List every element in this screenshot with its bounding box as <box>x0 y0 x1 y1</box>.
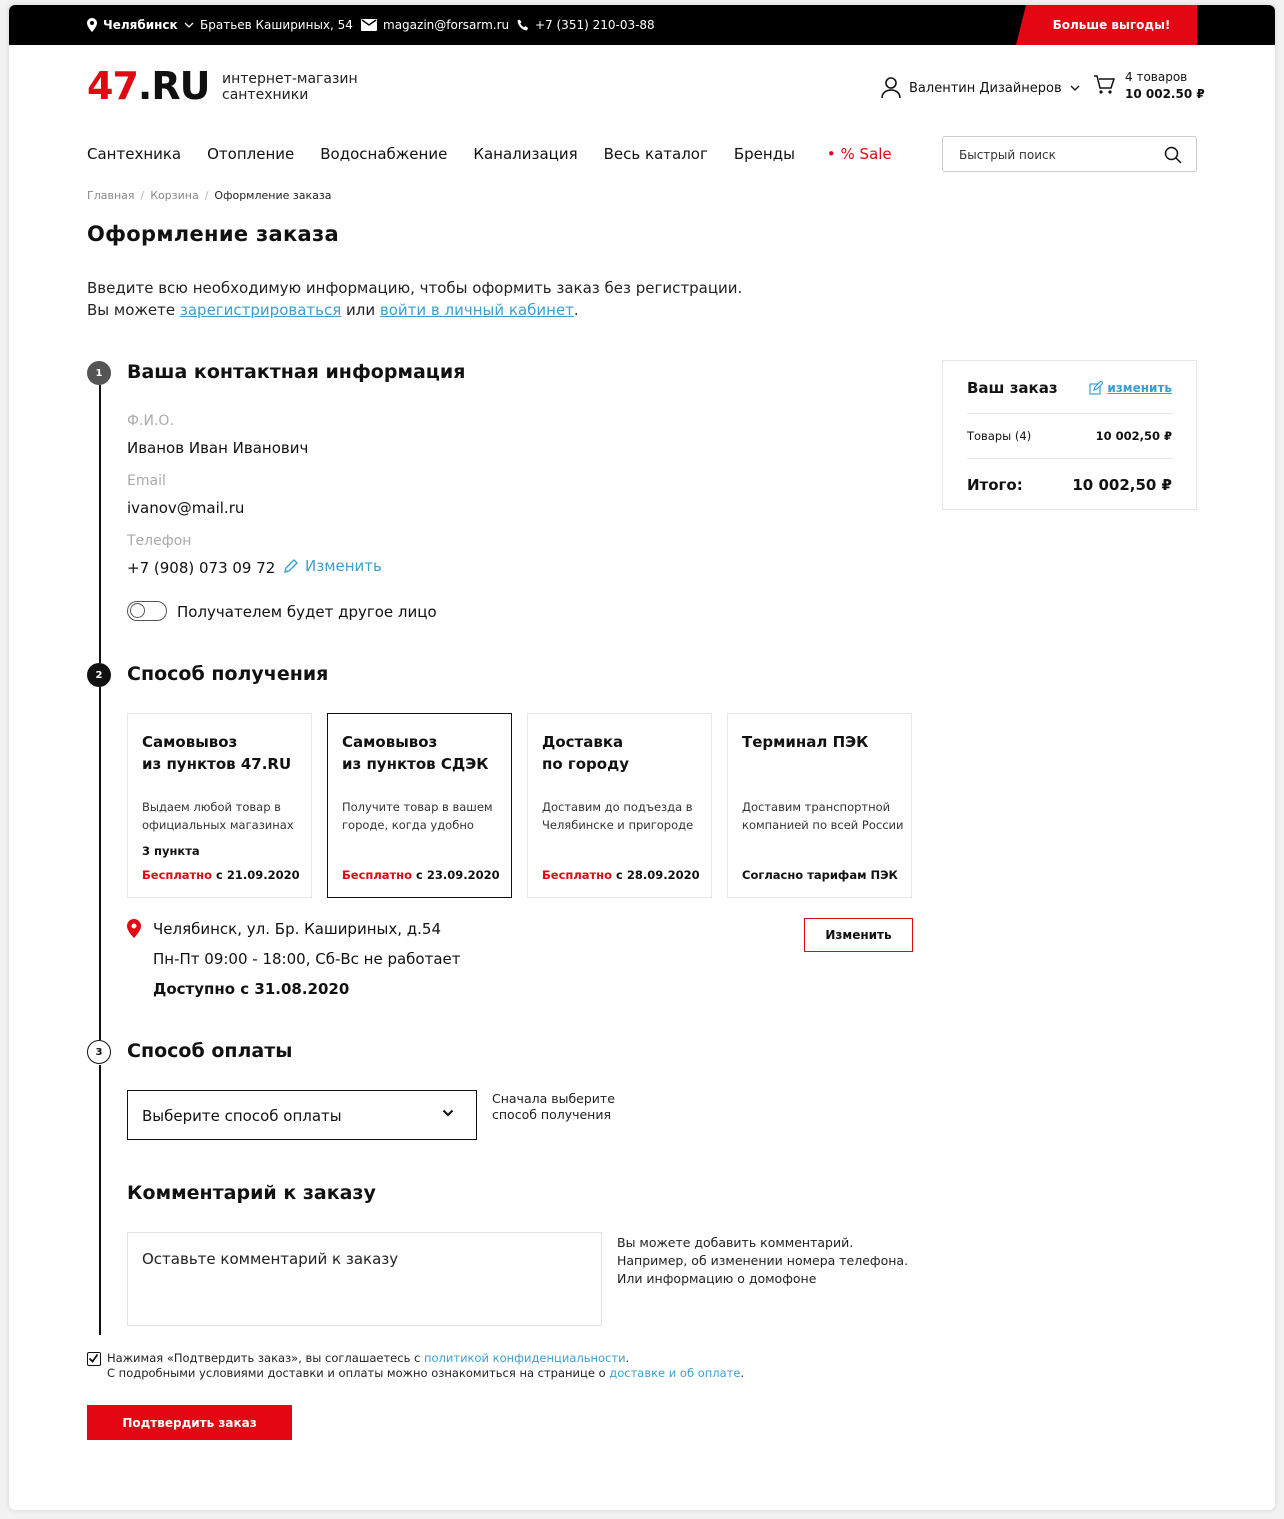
tagline <box>222 71 358 103</box>
promo-button[interactable] <box>1026 5 1197 45</box>
option-title <box>742 731 868 753</box>
option-description: Получите товар в вашем городе, когда удобно <box>342 800 493 832</box>
nav-item-plumbing[interactable]: Сантехника <box>87 145 182 163</box>
option-price <box>742 868 898 882</box>
summary-items-label: Товары (4) <box>967 429 1032 443</box>
other-recipient-toggle[interactable] <box>127 601 167 621</box>
cart-total: 10 002.50 ₽ <box>1125 87 1205 101</box>
tagline-line-2: сантехники <box>222 87 309 103</box>
top-bar <box>9 5 1275 45</box>
privacy-policy-link[interactable]: политикой конфиденциальности <box>424 1351 626 1365</box>
breadcrumb-current: Оформление заказа <box>214 189 332 202</box>
breadcrumb-cart[interactable]: Корзина <box>150 189 199 202</box>
option-description: Доставим до подъезда в Челябинске и пригороде <box>542 800 694 832</box>
delivery-option-47ru-pickup[interactable] <box>127 713 312 898</box>
delivery-option-cdek-pickup[interactable] <box>327 713 512 898</box>
cart-icon <box>1093 75 1115 95</box>
option-note: 3 пункта <box>142 844 200 858</box>
option-title-line-1: Терминал ПЭК <box>742 733 869 751</box>
delivery-payment-link[interactable]: доставке и об оплате <box>609 1366 741 1380</box>
page-title: Оформление заказа <box>87 222 339 246</box>
intro-line-2 <box>87 299 742 321</box>
promo-label: Больше выгоды! <box>1052 18 1171 32</box>
breadcrumb-separator: / <box>140 189 145 202</box>
page <box>9 5 1275 1510</box>
option-date: с 28.09.2020 <box>616 868 700 882</box>
agreement-line-1 <box>107 1351 744 1366</box>
chevron-down-icon <box>184 22 194 28</box>
breadcrumb-separator: / <box>204 189 209 202</box>
agreement-line-1-suffix: . <box>625 1351 630 1365</box>
location-pin-icon <box>87 18 97 32</box>
payment-method-value: Выберите способ оплаты <box>142 1107 342 1125</box>
chevron-down-icon <box>1070 85 1080 91</box>
summary-edit-label: изменить <box>1107 381 1172 395</box>
name-label: Ф.И.О. <box>127 413 174 429</box>
step-1-number: 1 <box>87 361 111 385</box>
summary-total-label: Итого: <box>967 476 1023 494</box>
payment-method-select[interactable] <box>127 1090 477 1140</box>
pickup-hours: Пн-Пт 09:00 - 18:00, Сб-Вс не работает <box>153 950 461 968</box>
confirm-order-button[interactable] <box>87 1405 292 1440</box>
option-date: с 21.09.2020 <box>216 868 300 882</box>
change-pickup-button[interactable] <box>804 918 913 952</box>
other-recipient-label: Получателем будет другое лицо <box>177 603 437 621</box>
email-label: Email <box>127 473 166 489</box>
pencil-icon <box>283 558 299 574</box>
option-title-line-1: Самовывоз <box>142 733 238 751</box>
agreement-line-2-prefix: С подробными условиями доставки и оплаты можно ознакомиться на странице о <box>107 1366 610 1380</box>
chevron-down-icon <box>442 1109 454 1117</box>
mail-icon <box>361 19 377 31</box>
user-icon <box>881 77 901 99</box>
comment-hint-line-1: Вы можете добавить комментарий. <box>617 1235 854 1250</box>
phone-value: +7 (908) 073 09 72 <box>127 559 276 577</box>
email-text: magazin@forsarm.ru <box>383 18 510 32</box>
breadcrumb <box>87 189 331 202</box>
step-3-number: 3 <box>87 1040 111 1064</box>
option-title-line-2: из пунктов 47.RU <box>142 755 292 773</box>
option-free-label: Бесплатно <box>342 868 413 882</box>
option-description: Доставим транспортной компанией по всей России <box>742 800 904 832</box>
main-nav <box>87 145 918 163</box>
pickup-availability: Доступно с 31.08.2020 <box>153 980 350 998</box>
nav-item-catalog[interactable]: Весь каталог <box>603 145 708 163</box>
option-description: Выдаем любой товар в официальных магазинах <box>142 800 294 832</box>
user-name: Валентин Дизайнеров <box>909 80 1062 96</box>
option-title-line-1: Доставка <box>542 733 624 751</box>
phone-link[interactable] <box>517 18 655 32</box>
comment-hint-line-2: Например, об изменении номера телефона. <box>617 1253 909 1268</box>
search-placeholder: Быстрый поиск <box>959 148 1056 162</box>
option-free-label: Бесплатно <box>142 868 213 882</box>
nav-item-brands[interactable]: Бренды <box>733 145 795 163</box>
option-title <box>142 731 291 775</box>
comment-hint <box>617 1234 908 1288</box>
step-2-title: Способ получения <box>127 663 329 685</box>
intro-middle: или <box>341 301 380 319</box>
step-connector <box>99 1065 101 1335</box>
option-date: Согласно тарифам ПЭК <box>742 868 898 882</box>
cart-count: 4 товаров <box>1125 70 1188 84</box>
comment-hint-line-3: Или информацию о домофоне <box>617 1271 817 1286</box>
register-link[interactable]: зарегистрироваться <box>179 301 342 319</box>
pickup-address: Челябинск, ул. Бр. Кашириных, д.54 <box>153 920 441 938</box>
breadcrumb-home[interactable]: Главная <box>87 189 135 202</box>
option-title-line-1: Самовывоз <box>342 733 438 751</box>
divider <box>967 458 1173 459</box>
phone-text: +7 (351) 210-03-88 <box>535 18 655 32</box>
search-input[interactable] <box>942 136 1197 172</box>
phone-icon <box>517 19 529 31</box>
summary-total-value: 10 002,50 ₽ <box>1072 476 1172 494</box>
city-name: Челябинск <box>103 18 178 32</box>
agreement-line-1-prefix: Нажимая «Подтвердить заказ», вы соглашаетесь с <box>107 1351 424 1365</box>
map-pin-icon <box>127 919 141 938</box>
store-address <box>200 18 353 32</box>
divider <box>967 413 1173 414</box>
agreement-line-2-suffix: . <box>740 1366 745 1380</box>
step-connector <box>99 687 101 1040</box>
option-title <box>342 731 488 775</box>
option-title <box>542 731 629 775</box>
name-value: Иванов Иван Иванович <box>127 439 309 457</box>
agreement-line-2 <box>107 1366 744 1381</box>
summary-title: Ваш заказ <box>967 379 1058 397</box>
summary-edit-link[interactable] <box>1089 381 1172 395</box>
logo-domain: .RU <box>137 64 210 108</box>
payment-hint <box>492 1091 615 1123</box>
payment-hint-line-1: Сначала выберите <box>492 1091 615 1106</box>
comment-title: Комментарий к заказу <box>127 1182 376 1204</box>
delivery-option-pek-terminal[interactable] <box>727 713 912 898</box>
logo-number: 47 <box>87 64 138 108</box>
step-1-title: Ваша контактная информация <box>127 361 466 383</box>
option-free-label: Бесплатно <box>542 868 613 882</box>
intro-suffix: . <box>573 301 579 319</box>
nav-item-heating[interactable]: Отопление <box>207 145 295 163</box>
option-price <box>142 868 300 882</box>
city-selector[interactable] <box>87 18 194 32</box>
nav-item-water-supply[interactable]: Водоснабжение <box>320 145 448 163</box>
phone-label: Телефон <box>127 533 192 549</box>
intro-prefix: Вы можете <box>87 301 180 319</box>
option-date: с 23.09.2020 <box>416 868 500 882</box>
agreement-text <box>107 1351 744 1381</box>
intro-line-1: Введите всю необходимую информацию, чтобы оформить заказ без регистрации. <box>87 279 743 297</box>
nav-item-sewerage[interactable]: Канализация <box>473 145 578 163</box>
delivery-option-city-delivery[interactable] <box>527 713 712 898</box>
nav-item-sale[interactable]: • % Sale <box>826 145 892 163</box>
toggle-knob <box>130 603 145 618</box>
edit-contact-button[interactable] <box>283 557 382 575</box>
step-3-title: Способ оплаты <box>127 1040 293 1062</box>
checkmark-icon <box>88 1353 99 1364</box>
order-summary <box>942 360 1197 510</box>
option-title-line-2: из пунктов СДЭК <box>342 755 489 773</box>
summary-items-value: 10 002,50 ₽ <box>1095 429 1172 443</box>
agreement-checkbox[interactable] <box>87 1352 101 1366</box>
edit-icon <box>1089 381 1103 395</box>
option-price <box>542 868 700 882</box>
confirm-order-label: Подтвердить заказ <box>122 1415 257 1430</box>
tagline-line-1: интернет-магазин <box>222 71 358 87</box>
step-connector <box>99 385 101 663</box>
change-pickup-label: Изменить <box>825 928 892 942</box>
cart[interactable] <box>1093 69 1205 103</box>
store-address-text: Братьев Кашириных, 54 <box>200 18 353 32</box>
option-price <box>342 868 500 882</box>
user-menu[interactable] <box>881 77 1080 99</box>
edit-contact-label: Изменить <box>305 557 382 575</box>
comment-textarea[interactable] <box>127 1232 602 1326</box>
email-link[interactable] <box>361 18 509 32</box>
step-2-number: 2 <box>87 663 111 687</box>
logo[interactable] <box>87 64 210 108</box>
payment-hint-line-2: способ получения <box>492 1107 611 1122</box>
login-link[interactable]: войти в личный кабинет <box>379 301 574 319</box>
cart-info <box>1125 69 1205 103</box>
intro-text <box>87 277 742 321</box>
option-title-line-2: по городу <box>542 755 629 773</box>
email-value: ivanov@mail.ru <box>127 499 245 517</box>
search-icon[interactable] <box>1164 146 1182 164</box>
comment-placeholder: Оставьте комментарий к заказу <box>142 1250 399 1268</box>
